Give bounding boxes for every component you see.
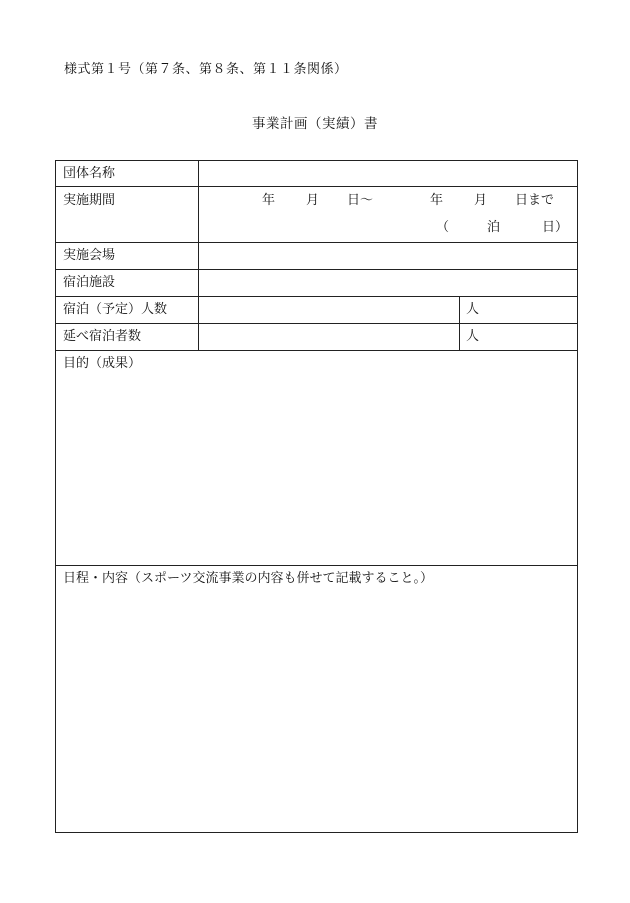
- plan-form-table: [55, 160, 578, 833]
- group-name-field[interactable]: [199, 161, 578, 186]
- document-title: 事業計画（実績）書: [252, 116, 378, 132]
- start-month-label: 月: [306, 193, 320, 208]
- nights-label: 泊: [487, 220, 501, 235]
- days-label: 日）: [542, 220, 569, 235]
- end-day-label: 日まで: [515, 193, 555, 208]
- end-month-label: 月: [474, 193, 488, 208]
- end-year-label: 年: [430, 193, 444, 208]
- row-divider: [56, 350, 577, 351]
- purpose-label: 目的（成果）: [63, 356, 142, 371]
- stay-open-paren: （: [436, 220, 450, 235]
- planned-guests-label: 宿泊（予定）人数: [63, 302, 168, 317]
- unit-column-divider: [459, 296, 460, 350]
- venue-field[interactable]: [199, 243, 578, 269]
- start-day-label: 日～: [347, 193, 374, 208]
- period-label: 実施期間: [63, 193, 116, 208]
- start-year-label: 年: [262, 193, 276, 208]
- group-name-label: 団体名称: [63, 166, 116, 181]
- venue-label: 実施会場: [63, 248, 116, 263]
- lodging-label: 宿泊施設: [63, 275, 116, 290]
- lodging-field[interactable]: [199, 270, 578, 296]
- schedule-label: 日程・内容（スポーツ交流事業の内容も併せて記載すること。）: [63, 571, 433, 586]
- purpose-field[interactable]: [56, 376, 577, 565]
- planned-guests-unit: 人: [466, 302, 480, 317]
- planned-guests-field[interactable]: [199, 297, 459, 323]
- row-divider: [56, 565, 577, 566]
- form-number: 様式第１号（第７条、第８条、第１１条関係）: [64, 62, 348, 77]
- total-guests-unit: 人: [466, 329, 480, 344]
- schedule-field[interactable]: [56, 591, 577, 832]
- total-guests-field[interactable]: [199, 324, 459, 350]
- total-guests-label: 延べ宿泊者数: [63, 329, 142, 344]
